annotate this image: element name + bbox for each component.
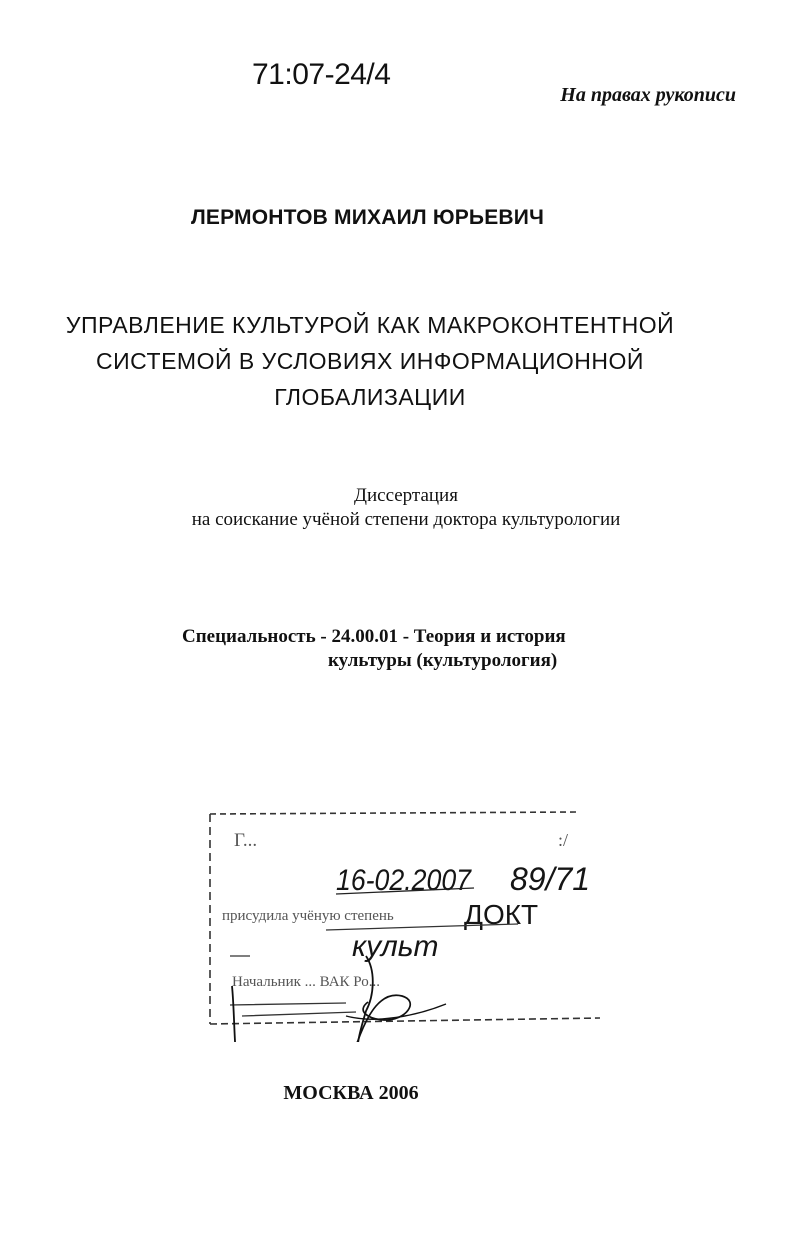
title-line-2: СИСТЕМОЙ В УСЛОВИЯХ ИНФОРМАЦИОННОЙ: [96, 348, 644, 374]
degree-line: на соискание учёной степени доктора культурологии: [191, 509, 621, 530]
stamp-faint-line-3: Начальник ... ВАК Ро...: [232, 974, 381, 990]
stamp-date: 16-02.2007: [336, 864, 473, 897]
stamp-field: культ: [352, 930, 439, 963]
call-number: 71:07-24/4: [252, 58, 391, 91]
city-year: МОСКВА 2006: [283, 1082, 419, 1104]
specialty-line-1: Специальность - 24.00.01 - Теория и история: [182, 626, 566, 647]
title-line-1: УПРАВЛЕНИЕ КУЛЬТУРОЙ КАК МАКРОКОНТЕНТНОЙ: [65, 312, 675, 338]
title-line-3: ГЛОБАЛИЗАЦИИ: [274, 384, 466, 410]
specialty-line-2: культуры (культурология): [328, 650, 558, 671]
signature-mark: [232, 956, 446, 1042]
work-type: Диссертация: [354, 485, 458, 506]
stamp-number: 89/71: [510, 861, 591, 897]
stamp-faint-line-1: Г...: [234, 830, 258, 851]
stamp-faint-line-2: присудила учёную степень: [222, 908, 394, 924]
svg-text::/: :/: [558, 830, 569, 850]
stamp-degree: ДОКТ: [464, 899, 539, 930]
rights-note: На правах рукописи: [560, 84, 736, 106]
library-stamp: [206, 806, 606, 1042]
author-name: ЛЕРМОНТОВ МИХАИЛ ЮРЬЕВИЧ: [190, 206, 545, 229]
